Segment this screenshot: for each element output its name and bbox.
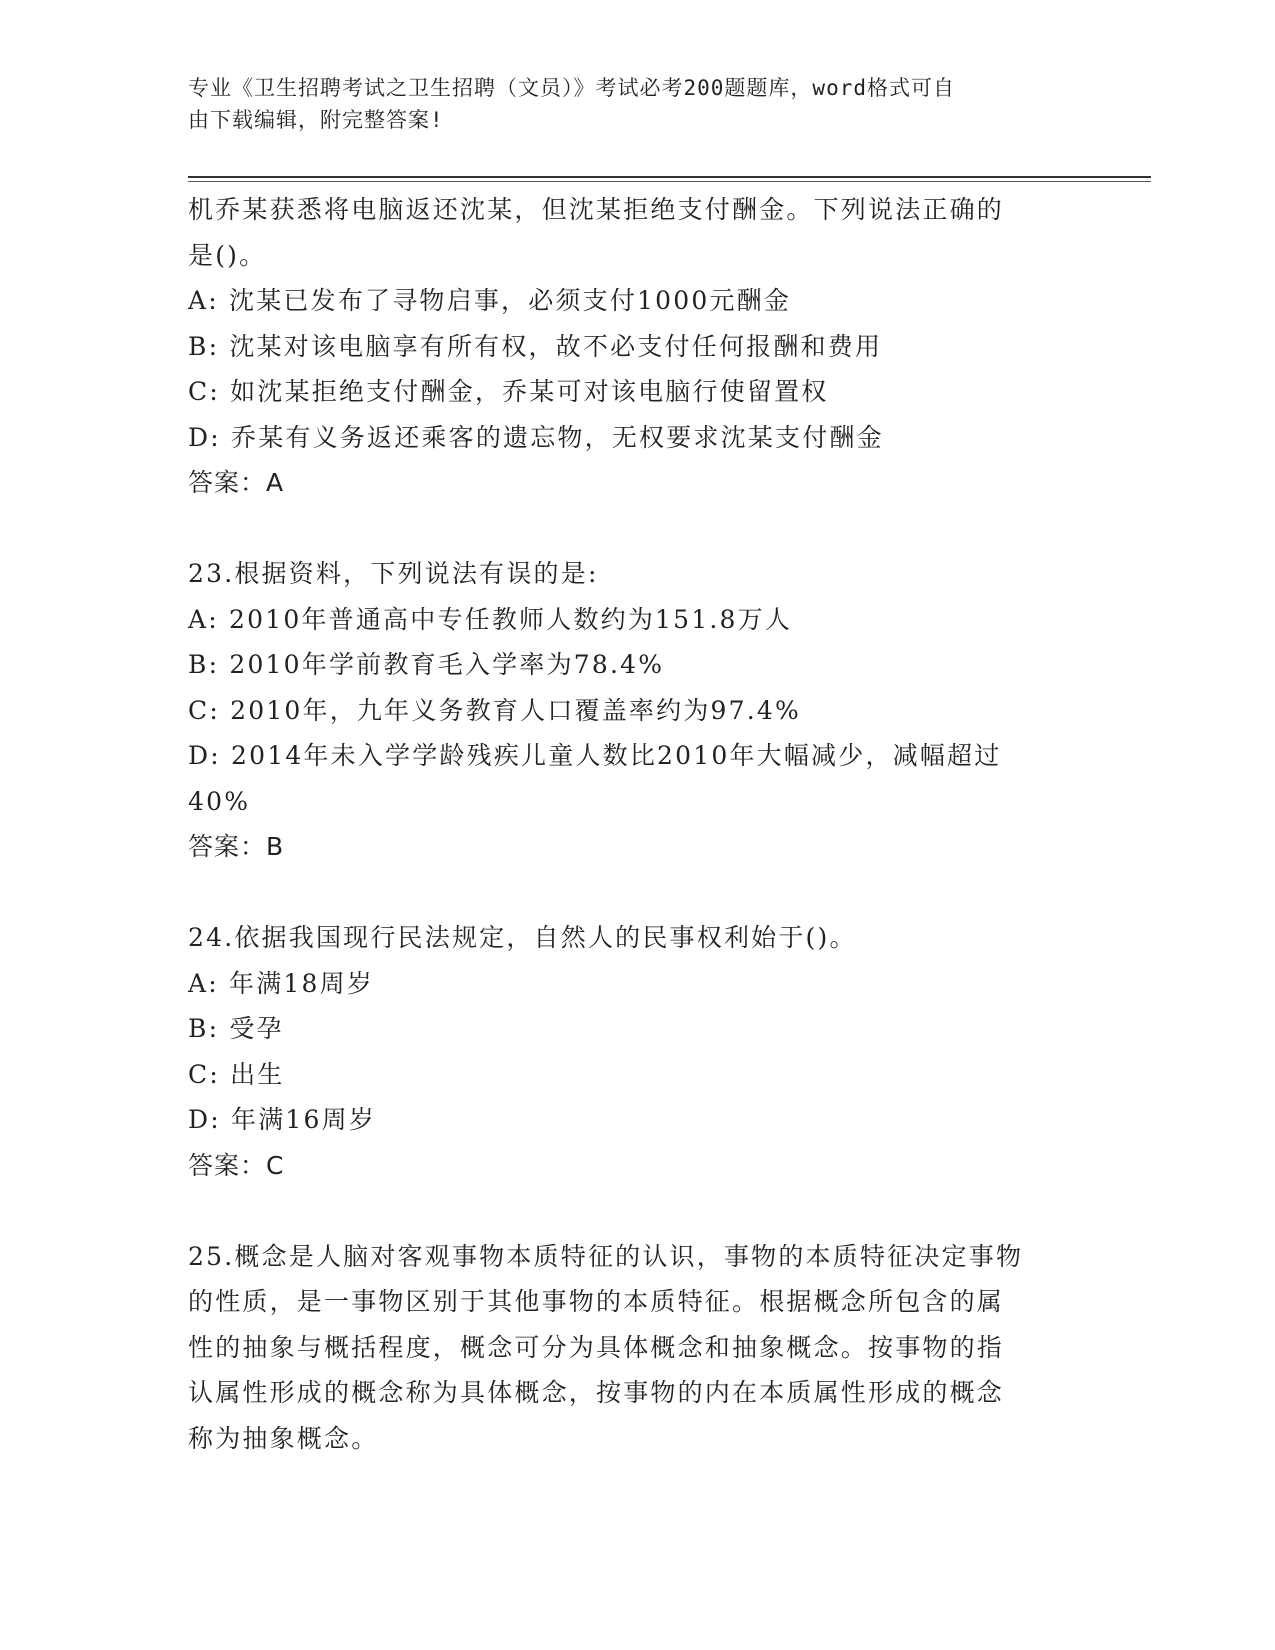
option-c: C: 如沈某拒绝支付酬金，乔某可对该电脑行使留置权 (188, 377, 829, 406)
section-spacer (188, 870, 1078, 916)
option-b: B: 沈某对该电脑享有所有权，故不必支付任何报酬和费用 (188, 331, 883, 361)
question-stem-line: 性的抽象与概括程度，概念可分为具体概念和抽象概念。按事物的指 (188, 1332, 1005, 1362)
section-spacer (188, 1188, 1078, 1234)
option-d: D: 乔某有义务返还乘客的遗忘物，无权要求沈某支付酬金 (188, 422, 884, 452)
question-stem: 24.依据我国现行民法规定，自然人的民事权利始于()。 (188, 923, 857, 952)
header-divider-thin (188, 181, 1151, 182)
option-b: B: 受孕 (188, 1014, 284, 1043)
option-c: C: 出生 (188, 1059, 285, 1089)
question-stem-line: 称为抽象概念。 (188, 1423, 379, 1453)
answer-line: 答案：A (188, 468, 285, 497)
document-body (188, 187, 1078, 1461)
header-divider-thick (188, 176, 1151, 178)
question-25 (188, 1234, 1078, 1462)
answer-line: 答案：B (188, 832, 285, 861)
option-a: A: 沈某已发布了寻物启事，必须支付1000元酬金 (188, 286, 792, 315)
option-d: D: 2014年未入学学龄残疾儿童人数比2010年大幅减少，减幅超过 (188, 741, 1002, 770)
question-stem-line: 25.概念是人脑对客观事物本质特征的认识，事物的本质特征决定事物 (188, 1241, 1024, 1271)
header-title-line-1: 专业《卫生招聘考试之卫生招聘（文员）》考试必考200题题库，word格式可自 (188, 76, 955, 100)
question-stem-line: 认属性形成的概念称为具体概念，按事物的内在本质属性形成的概念 (188, 1378, 1005, 1407)
option-b: B: 2010年学前教育毛入学率为78.4% (188, 650, 665, 679)
option-a: A: 年满18周岁 (188, 968, 375, 998)
option-d: D: 年满16周岁 (188, 1105, 377, 1134)
answer-line: 答案：C (188, 1150, 285, 1180)
document-header (188, 72, 1068, 136)
question-stem-line: 的性质，是一事物区别于其他事物的本质特征。根据概念所包含的属 (188, 1287, 1005, 1316)
section-spacer (188, 506, 1078, 552)
option-d-continued: 40% (188, 786, 251, 816)
header-title-line-2: 由下载编辑，附完整答案! (188, 108, 444, 132)
option-a: A: 2010年普通高中专任教师人数约为151.8万人 (188, 604, 793, 634)
question-24 (188, 915, 1078, 1188)
question-22 (188, 187, 1078, 506)
option-c: C: 2010年，九年义务教育人口覆盖率约为97.4% (188, 695, 801, 725)
question-23 (188, 551, 1078, 870)
question-stem-line: 是()。 (188, 240, 267, 270)
question-stem: 23.根据资料，下列说法有误的是: (188, 559, 599, 588)
question-stem-line: 机乔某获悉将电脑返还沈某，但沈某拒绝支付酬金。下列说法正确的 (188, 195, 1005, 224)
